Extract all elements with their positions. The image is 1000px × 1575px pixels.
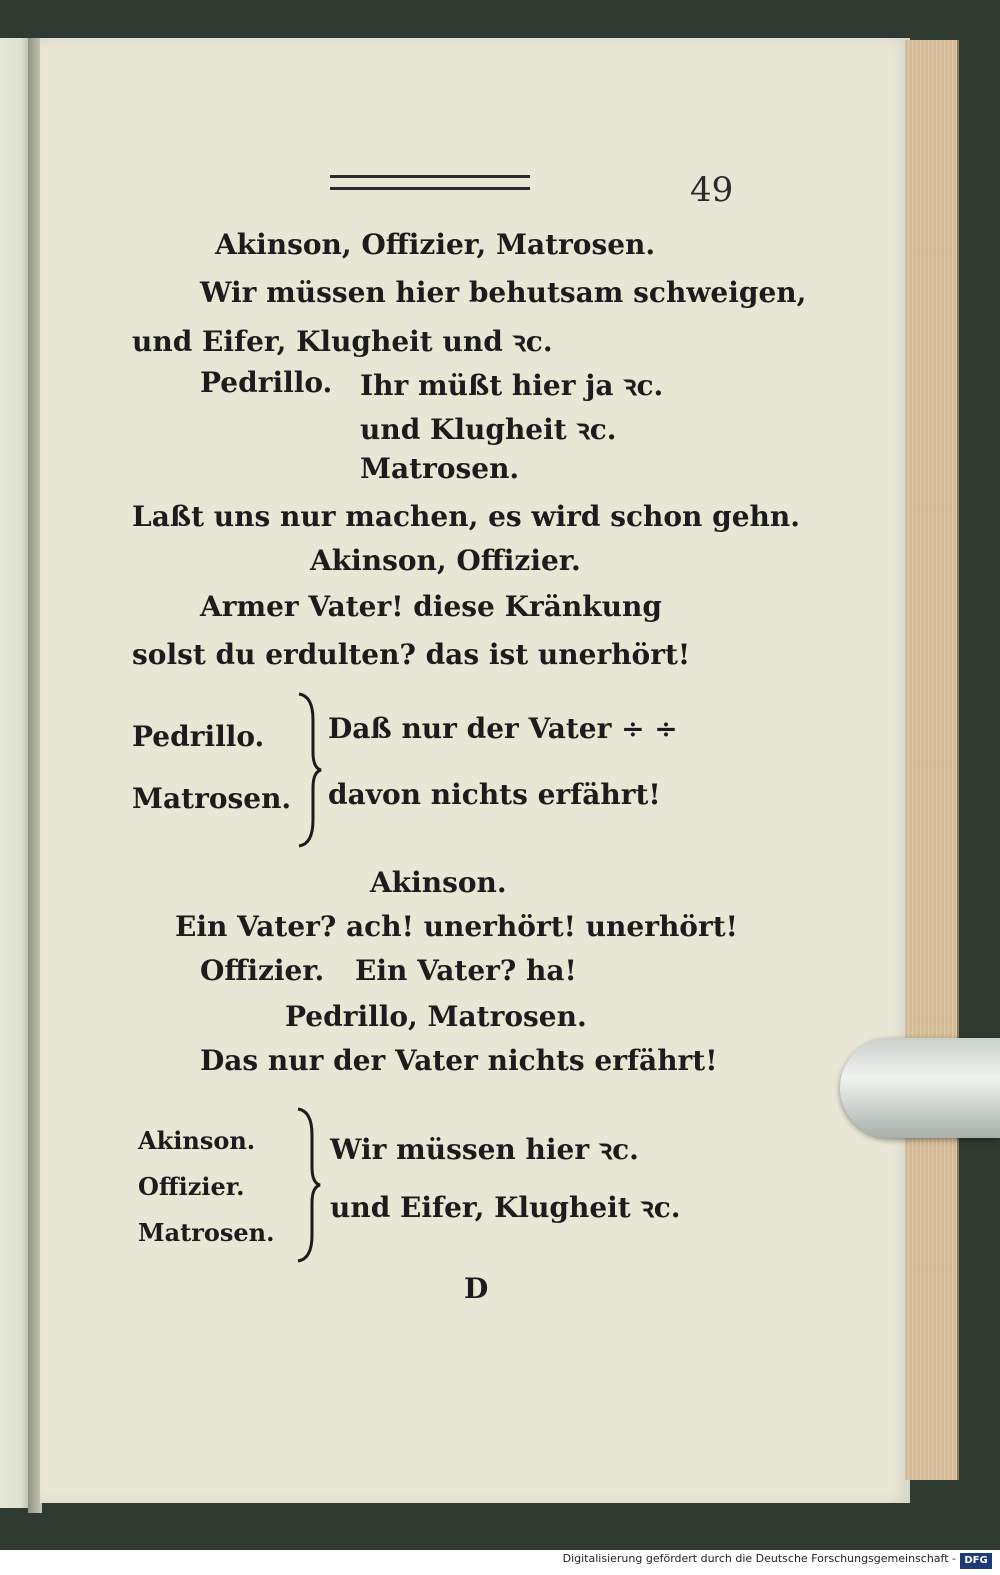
text-line: solst du erdulten? das ist unerhört!	[132, 638, 691, 671]
speaker-line: Pedrillo, Matrosen.	[285, 1000, 587, 1033]
page-clip	[840, 1038, 1000, 1138]
signature-mark: D	[464, 1272, 489, 1305]
brace-icon	[292, 1105, 322, 1265]
speaker-label: Matrosen.	[132, 782, 292, 815]
text-line: Ein Vater? ach! unerhört! unerhört!	[175, 910, 738, 943]
dfg-logo: DFG	[960, 1553, 992, 1569]
text-line: Laßt uns nur machen, es wird schon gehn.	[132, 500, 801, 533]
left-page-edge	[0, 38, 30, 1508]
header-rule-top	[330, 175, 530, 178]
speaker-label: Pedrillo.	[132, 720, 265, 753]
speaker-line: Matrosen.	[360, 452, 520, 485]
speaker-line: Akinson.	[370, 866, 507, 899]
text-line: Das nur der Vater nichts erfährt!	[200, 1044, 718, 1077]
header-rule-bottom	[330, 187, 530, 190]
speaker-line: Akinson, Offizier.	[310, 544, 581, 577]
speaker-label: Matrosen.	[138, 1218, 275, 1247]
text-line: Ihr müßt hier ja ꝛc.	[360, 369, 664, 402]
speaker-label: Offizier.	[138, 1172, 245, 1201]
speaker-label: Pedrillo.	[200, 366, 333, 399]
page-edges	[905, 40, 959, 1480]
text-line: Wir müssen hier ꝛc.	[330, 1133, 639, 1166]
text-line: Ein Vater? ha!	[355, 954, 577, 987]
text-line: Armer Vater! diese Kränkung	[200, 590, 662, 623]
speaker-line: Akinson, Offizier, Matrosen.	[215, 228, 656, 261]
speaker-label: Offizier.	[200, 954, 325, 987]
text-line: und Eifer, Klugheit ꝛc.	[330, 1191, 681, 1224]
page-number: 49	[690, 170, 734, 210]
text-line: und Eifer, Klugheit und ꝛc.	[132, 325, 553, 358]
text-line: Daß nur der Vater ÷ ÷	[328, 712, 678, 745]
text-line: Wir müssen hier behutsam schweigen,	[200, 276, 807, 309]
text-line: und Klugheit ꝛc.	[360, 413, 617, 446]
speaker-label: Akinson.	[138, 1126, 256, 1155]
footer-credit: Digitalisierung gefördert durch die Deutsche Forschungsgemeinschaft -	[562, 1552, 956, 1565]
text-line: davon nichts erfährt!	[328, 778, 661, 811]
brace-icon	[293, 690, 323, 850]
